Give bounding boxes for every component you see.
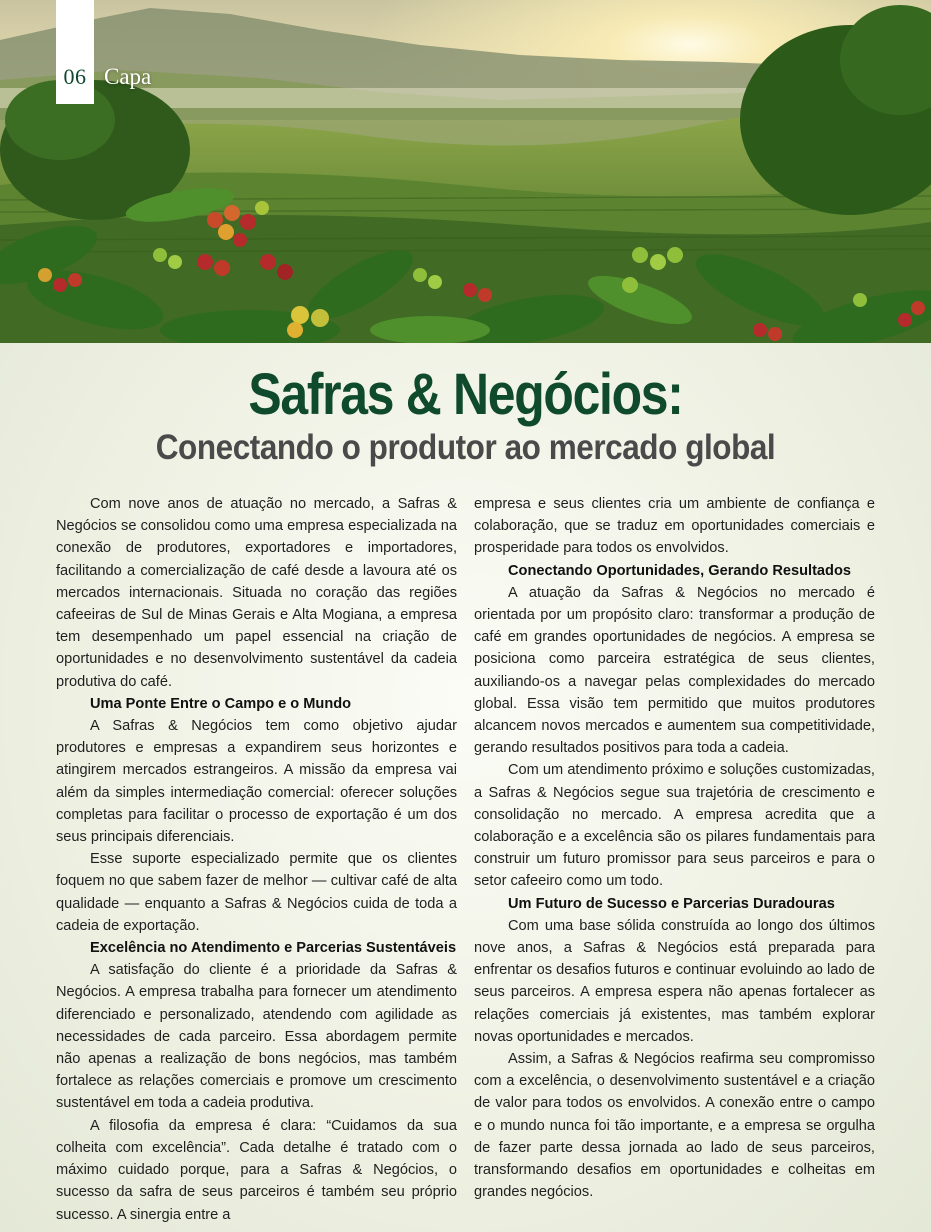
paragraph: Assim, a Safras & Negócios reafirma seu compromisso com a excelência, o desenvolvimento sustentável e a criação de valor para todos os envolvidos. A conexão entre o campo e o mundo nunca foi tão importante, e a empresa se orgulha de fazer parte dessa jornada ao lado de seus parceiros, transformando desafios em oportunidades e colheitas em grandes negócios. — [474, 1051, 875, 1201]
paragraph: A Safras & Negócios tem como objetivo ajudar produtores e empresas a expandirem seus horizontes e atingirem mercados estrangeiros. A missão da empresa vai além da simples intermediação comercial: oferecer soluções completas para facilitar o processo de exportação é um dos seus principais diferenciais. — [56, 718, 457, 846]
coffee-plantation-illustration — [0, 0, 931, 343]
paragraph: A satisfação do cliente é a prioridade da Safras & Negócios. A empresa trabalha para fornecer um atendimento diferenciado e personalizado, atendendo com agilidade as necessidades de cada parceiro. Essa abordagem permite não apenas a realização de bons negócios, mas também fortalece as relações comerciais e promove um crescimento sustentável em toda a cadeia produtiva. — [56, 962, 457, 1112]
article-column-left — [56, 493, 457, 1226]
paragraph: empresa e seus clientes cria um ambiente de confiança e colaboração, que se traduz em oportunidades comerciais e prosperidade para todos os envolvidos. — [474, 496, 875, 557]
section-heading: Conectando Oportunidades, Gerando Resultados — [508, 562, 851, 579]
paragraph: A filosofia da empresa é clara: “Cuidamos da sua colheita com excelência”. Cada detalhe é tratado com o máximo cuidado porque, para a Safras & Negócios, o sucesso da safra de seus parceiros é também seu próprio sucesso. A sinergia entre a — [56, 1117, 457, 1223]
paragraph: A atuação da Safras & Negócios no mercado é orientada por um propósito claro: transformar a produção de café em grandes oportunidades de negócios. A empresa se posiciona como parceira estratégica de seus clientes, auxiliando-os a navegar pelas complexidades do mercado global. Essa visão tem permitido que muitos produtores alcancem novos mercados e aumentem sua competitividade, gerando resultados positivos para toda a cadeia. — [474, 584, 875, 757]
paragraph: Com uma base sólida construída ao longo dos últimos nove anos, a Safras & Negócios está preparada para enfrentar os desafios futuros e continuar evoluindo ao lado de seus parceiros. A empresa espera não apenas fortalecer as relações comerciais já existentes, mas também explorar novas oportunidades e mercados. — [474, 917, 875, 1045]
page-number-tab — [56, 0, 94, 104]
section-heading: Um Futuro de Sucesso e Parcerias Duradouras — [508, 895, 835, 912]
paragraph: Com nove anos de atuação no mercado, a Safras & Negócios se consolidou como uma empresa especializada na conexão de produtores, exportadores e importadores, facilitando a comercialização de café desde a lavoura até os mercados internacionais. Situada no coração das regiões cafeeiras de Sul de Minas Gerais e Alta Mogiana, a empresa tem desempenhado um papel essencial na criação de oportunidades e no desenvolvimento sustentável da cadeia produtiva do café. — [56, 496, 457, 690]
article-column-right — [474, 493, 875, 1204]
section-heading: Excelência no Atendimento e Parcerias Sustentáveis — [90, 940, 457, 957]
article — [0, 343, 931, 1232]
article-subtitle: Conectando o produtor ao mercado global — [155, 428, 776, 467]
hero-image — [0, 0, 931, 343]
paragraph: Com um atendimento próximo e soluções customizadas, a Safras & Negócios segue sua trajetória de crescimento e consolidação no mercado. A empresa acredita que a colaboração e a excelência são os pilares fundamentais para construir um futuro promissor para seus parceiros e para o setor cafeeiro como um todo. — [474, 762, 875, 890]
section-label: Capa — [104, 64, 152, 89]
section-heading: Uma Ponte Entre o Campo e o Mundo — [90, 695, 352, 712]
page-number: 06 — [63, 64, 87, 89]
paragraph: Esse suporte especializado permite que os clientes foquem no que sabem fazer de melhor — cultivar café de alta qualidade — enquanto a Safras & Negócios cuida de toda a cadeia de exportação. — [56, 851, 457, 934]
article-title: Safras & Negócios: — [248, 362, 683, 427]
